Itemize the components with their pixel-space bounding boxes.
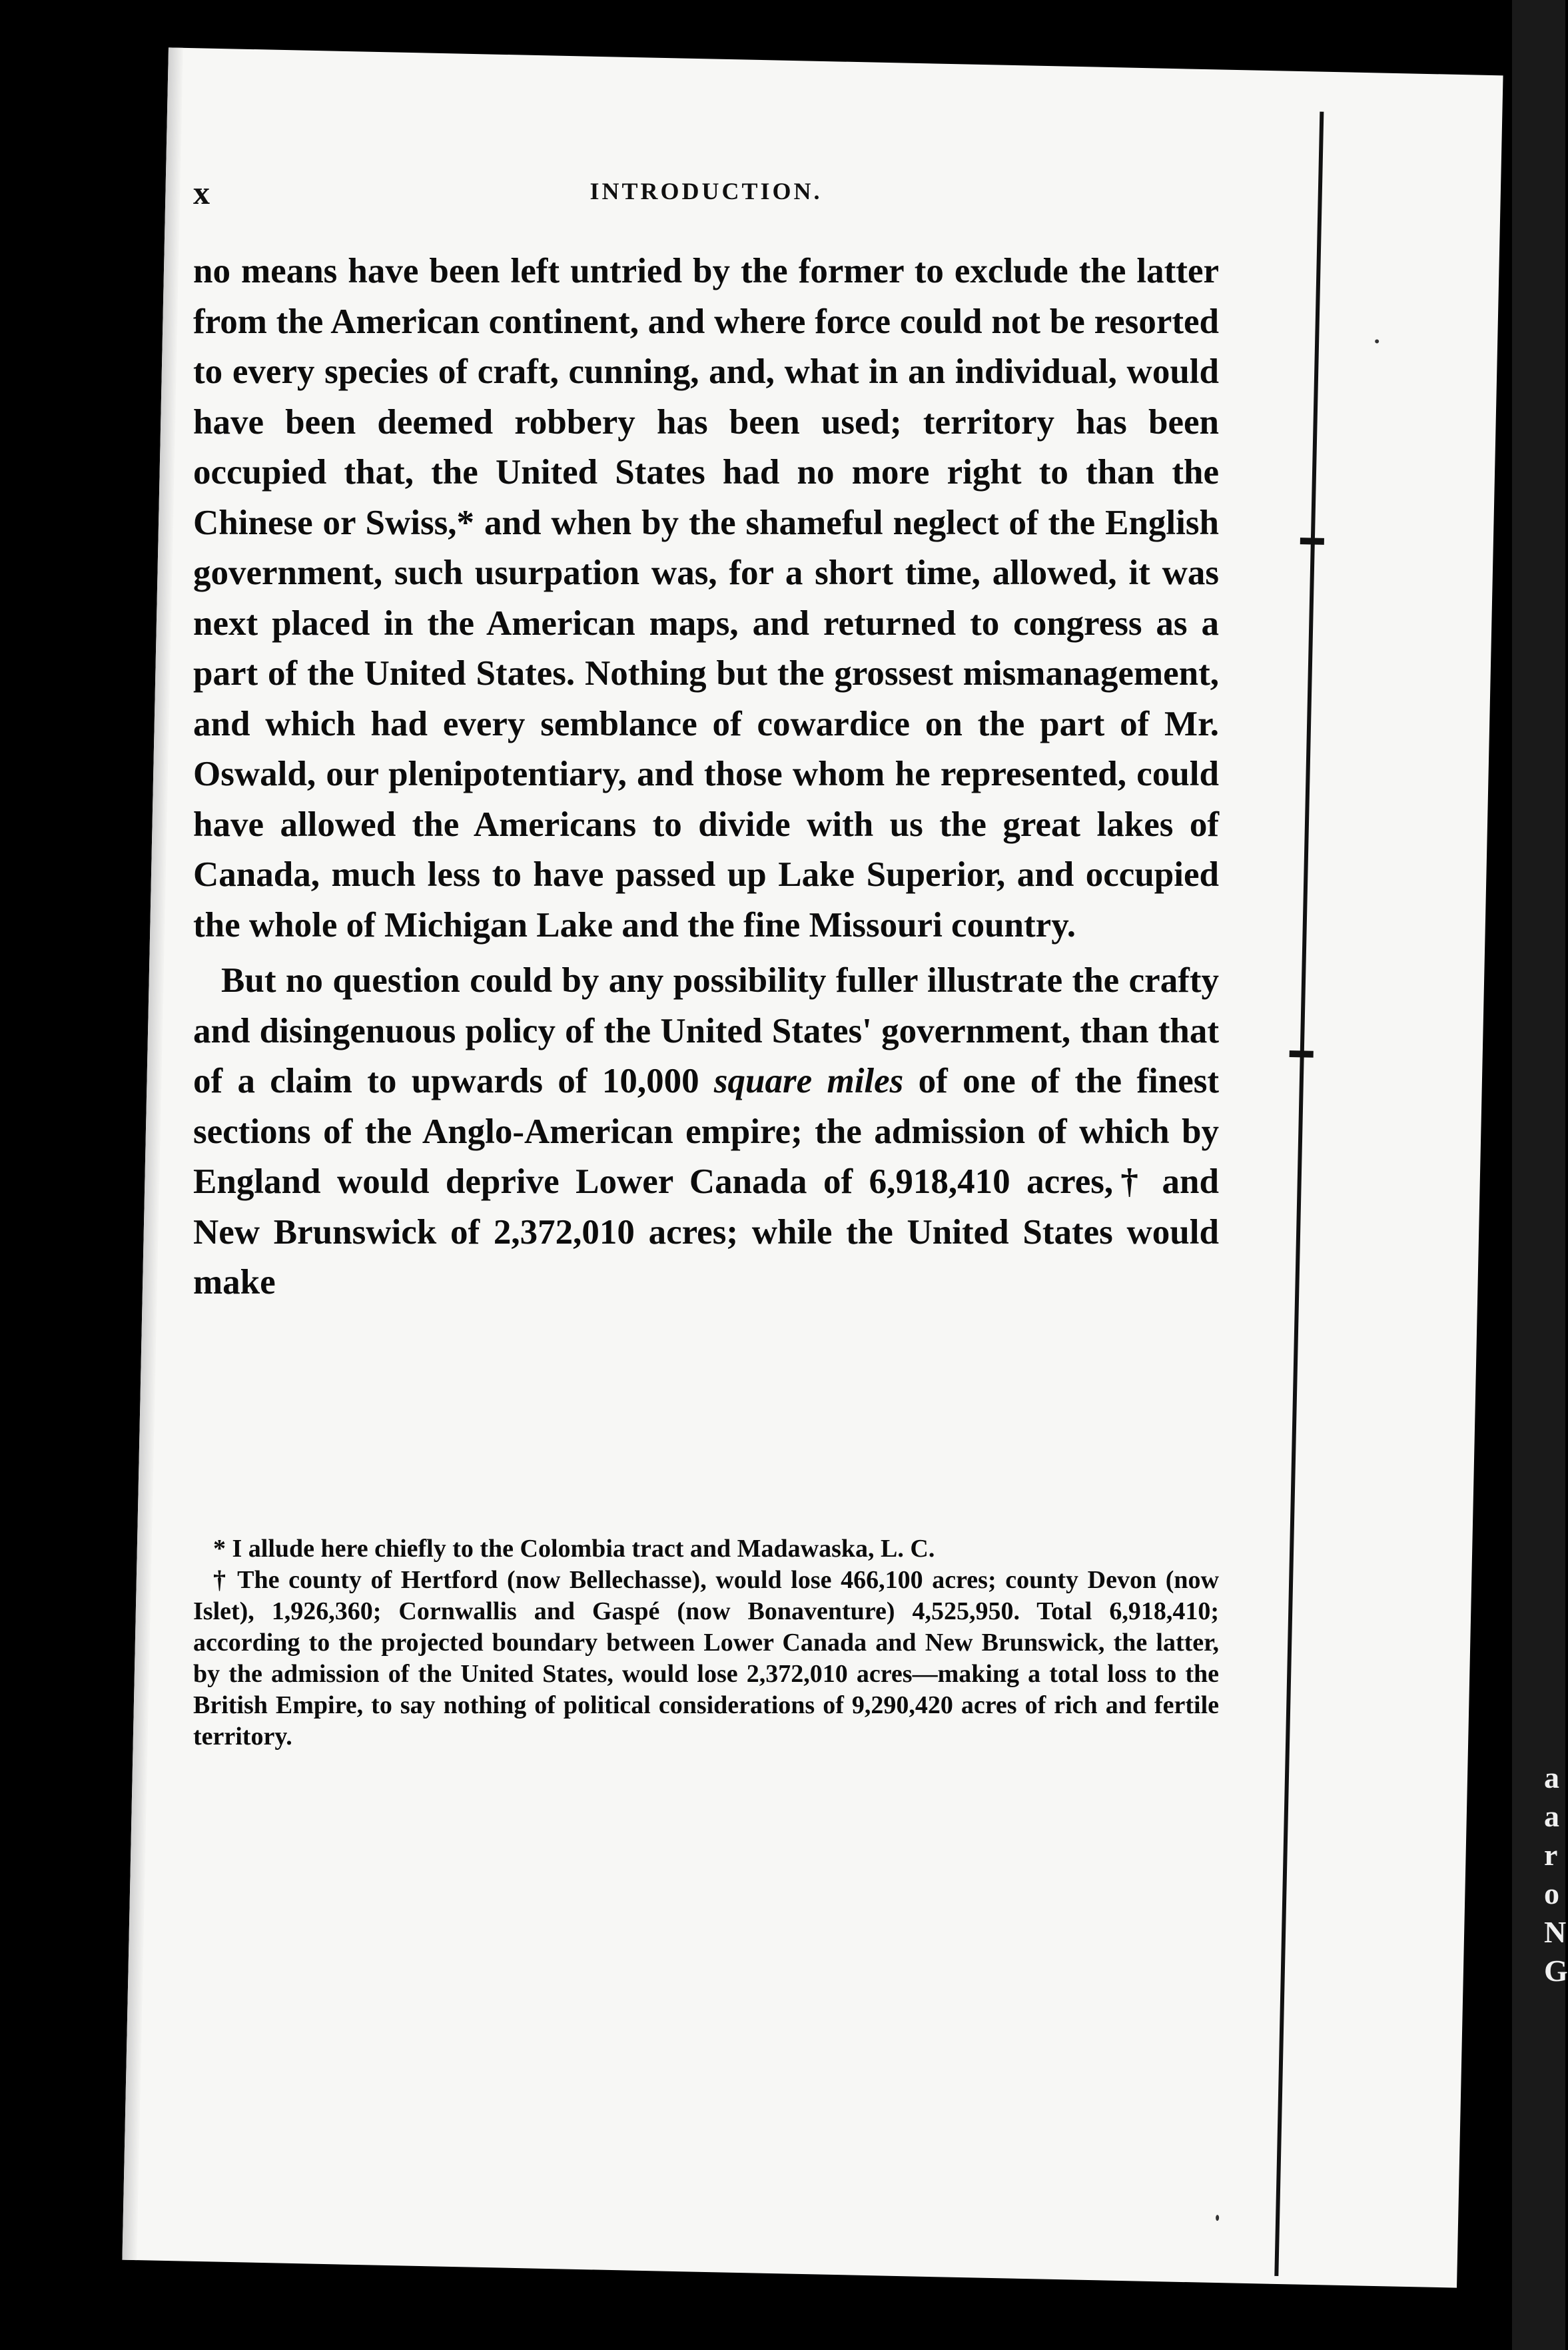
ink-speck: [1375, 339, 1379, 343]
body-text: [193, 246, 1219, 1308]
footnote: † The county of Hertford (now Bellechasse), would lose 466,100 acres; county Devon (now Islet), 1,926,360; Cornwallis and Gaspé (now Bonaventure) 4,525,950. Total 6,918,410; according to the projected boundary between Lower Canada and New Brunswick, the latter, by the admission of the United States, would lose 2,372,010 acres—making a total loss to the British Empire, to say nothing of political considerations of 9,290,420 acres of rich and fertile territory.: [193, 1566, 1219, 1751]
adjacent-page-letter: G: [1544, 1954, 1568, 1988]
page-header: [193, 173, 1219, 213]
adjacent-page-letter: a: [1544, 1799, 1559, 1833]
footnote: * I allude here chiefly to the Colombia tract and Madawaska, L. C.: [213, 1535, 935, 1563]
fold-mark: [1290, 1050, 1314, 1058]
footnotes: [193, 1533, 1219, 1753]
paragraph: [193, 956, 1219, 1308]
adjacent-page-letters: [1544, 1759, 1568, 1990]
adjacent-page-letter: a: [1544, 1761, 1559, 1794]
page-number: x: [193, 174, 210, 211]
adjacent-page-letter: N: [1544, 1915, 1567, 1949]
paragraph: no means have been left untried by the former to exclude the latter from the American continent, and where force could not be resorted to every species of craft, cunning, and, what in an individual, would have been deemed robbery has been used; territory has been occupied that, the United States had no more right to than the Chinese or Swiss,* and when by the shameful neglect of the English government, such usurpation was, for a short time, allowed, it was next placed in the American maps, and returned to congress as a part of the United States. Nothing but the grossest mismanagement, and which had every semblance of cowardice on the part of Mr. Oswald, our plenipotentiary, and those whom he represented, could have allowed the Americans to divide with us the great lakes of Canada, much less to have passed up Lake Superior, and occupied the whole of Michigan Lake and the fine Missouri country.: [193, 252, 1219, 945]
paragraph-text: But no question could by any possibility fuller illustrate the crafty and disingenuous policy of the United States' government, than that of a claim to upwards of 10,000: [193, 961, 1219, 1100]
adjacent-page: [1512, 0, 1565, 2350]
running-head: INTRODUCTION.: [589, 178, 823, 204]
paragraph-text: of one of the finest sections of the Anglo-American empire; the admission of which by England would deprive Lower Canada of 6,918,410 acres,† and New Brunswick of 2,372,010 acres; while the United States would make: [193, 1062, 1220, 1302]
page-gutter-shadow: [122, 47, 183, 2260]
fold-line: [1274, 112, 1324, 2276]
fold-mark: [1300, 538, 1324, 545]
ink-speck: [1216, 2215, 1219, 2221]
adjacent-page-letter: o: [1544, 1876, 1559, 1910]
italic-phrase: square miles: [713, 1062, 904, 1100]
adjacent-page-letter: r: [1544, 1838, 1558, 1872]
